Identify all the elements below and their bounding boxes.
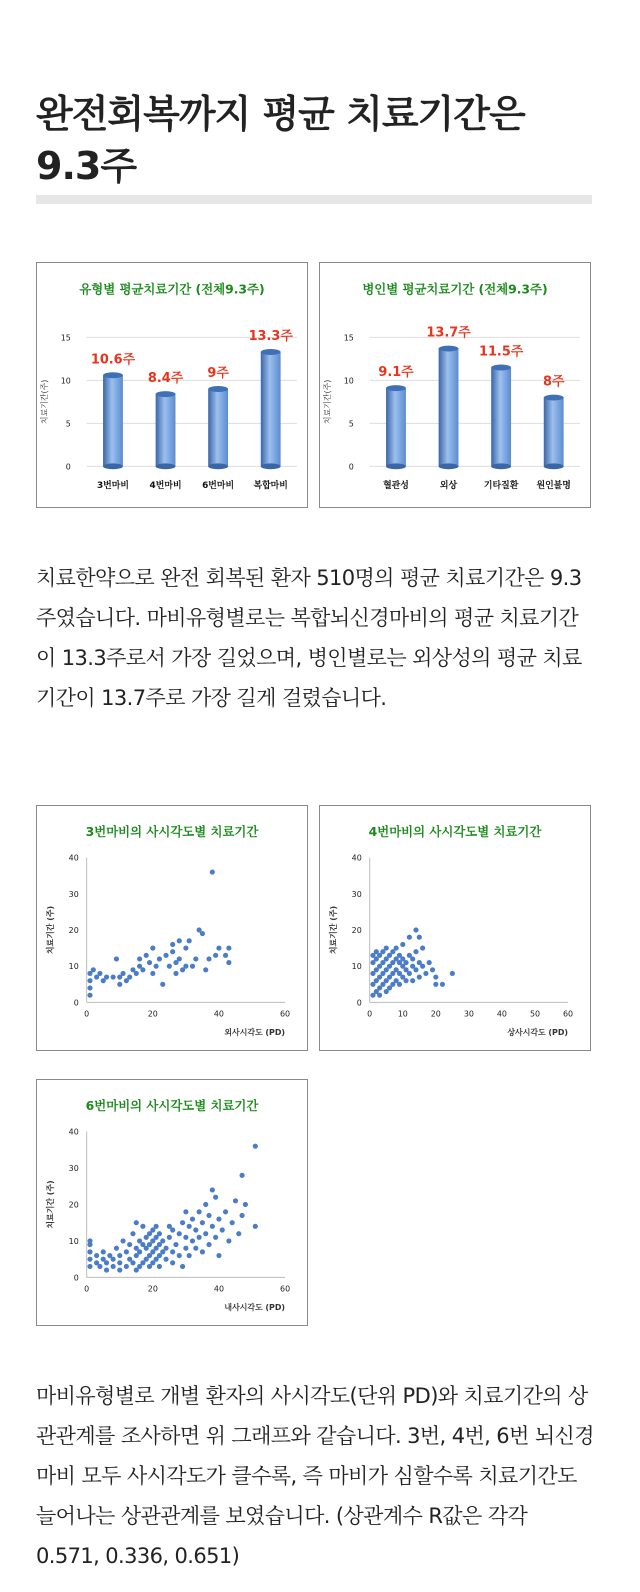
- scatter-point: [206, 1213, 211, 1218]
- scatter-point: [190, 964, 195, 969]
- x-tick-label: 20: [147, 1284, 158, 1294]
- scatter-point: [187, 938, 192, 943]
- category-label: 원인불명: [536, 481, 571, 492]
- scatter-point: [183, 1235, 188, 1240]
- bar-chart-by-type: [36, 262, 308, 508]
- scatter-point: [157, 1231, 162, 1236]
- scatter-point: [167, 964, 172, 969]
- scatter-point: [423, 971, 428, 976]
- scatter-point: [213, 1235, 218, 1240]
- y-tick-label: 40: [351, 853, 362, 863]
- scatter-point: [213, 1195, 218, 1200]
- bar-base: [491, 463, 511, 469]
- x-tick-label: 50: [529, 1009, 541, 1019]
- scatter-point: [177, 1253, 182, 1258]
- data-label: 8.4주: [147, 371, 184, 387]
- bar-base: [156, 463, 176, 469]
- x-tick-label: 60: [563, 1009, 574, 1019]
- scatter-point: [200, 1220, 205, 1225]
- bar-cap: [156, 391, 176, 397]
- data-label: 9.1주: [378, 365, 414, 381]
- scatter-point: [104, 1268, 109, 1273]
- scatter-point: [407, 971, 412, 976]
- x-tick-label: 0: [367, 1009, 373, 1019]
- scatter-point: [193, 1227, 198, 1232]
- scatter-point: [206, 956, 211, 961]
- chart-title: 6번마비의 사시각도별 치료기간: [85, 1097, 259, 1113]
- scatter-point: [180, 1220, 185, 1225]
- scatter-point: [410, 956, 415, 961]
- y-tick-label: 20: [68, 925, 79, 935]
- scatter-point: [154, 964, 159, 969]
- scatter-point: [197, 1209, 202, 1214]
- scatter-point: [91, 967, 96, 972]
- scatter-point: [134, 1220, 139, 1225]
- scatter-point: [190, 1216, 195, 1221]
- scatter-point: [210, 1187, 215, 1192]
- y-tick-label: 0: [73, 1273, 79, 1283]
- scatter-point: [87, 993, 92, 998]
- scatter-point: [403, 960, 408, 965]
- y-tick-label: 0: [356, 998, 362, 1008]
- scatter-point: [210, 1224, 215, 1229]
- category-label: 혈관성: [383, 481, 409, 492]
- scatter-point: [101, 1249, 106, 1254]
- paragraph-summary: 치료한약으로 완전 회복된 환자 510명의 평균 치료기간은 9.3주였습니다. 마비유형별로는 복합뇌신경마비의 평균 치료기간이 13.3주로서 가장 길었으며, 병인별로는 외상성의 평균 치료기간이 13.7주로 가장 길게 걸렸습니다.: [36, 566, 582, 710]
- scatter-point: [160, 1238, 165, 1243]
- scatter-point: [216, 946, 221, 951]
- scatter-point: [226, 1238, 231, 1243]
- y-tick-label: 30: [68, 889, 79, 899]
- scatter-point: [213, 953, 218, 958]
- scatter-point: [87, 985, 92, 990]
- scatter-point: [87, 1238, 92, 1243]
- scatter-point: [216, 1253, 221, 1258]
- scatter-point: [183, 1209, 188, 1214]
- chart-title: 병인별 평균치료기간 (전체9.3주): [362, 281, 548, 297]
- y-tick-label: 10: [343, 376, 354, 386]
- y-tick-label: 10: [68, 962, 79, 972]
- scatter-point: [87, 1257, 92, 1262]
- scatter-point: [413, 967, 418, 972]
- scatter-point: [253, 1144, 258, 1149]
- bar: [491, 367, 511, 466]
- scatter-point: [180, 1264, 185, 1269]
- scatter-point: [410, 978, 415, 983]
- scatter-point: [400, 942, 405, 947]
- x-axis-label: 내사시각도 (PD): [224, 1303, 286, 1313]
- scatter-point: [197, 1235, 202, 1240]
- scatter-point: [87, 978, 92, 983]
- chart-title: 3번마비의 사시각도별 치료기간: [85, 823, 259, 839]
- scatter-point: [170, 949, 175, 954]
- scatter-chart-cn3: [36, 805, 308, 1051]
- scatter-point: [417, 935, 422, 940]
- y-tick-label: 0: [348, 462, 354, 472]
- scatter-point: [187, 1224, 192, 1229]
- scatter-point: [87, 1264, 92, 1269]
- scatter-point: [124, 1249, 129, 1254]
- y-tick-label: 40: [68, 853, 79, 863]
- scatter-point: [170, 1227, 175, 1232]
- scatter-point: [203, 967, 208, 972]
- scatter-point: [403, 978, 408, 983]
- scatter-point: [150, 946, 155, 951]
- scatter-point: [97, 1264, 102, 1269]
- scatter-chart-cn6: [36, 1079, 308, 1326]
- x-tick-label: 10: [397, 1009, 408, 1019]
- bar-base: [261, 463, 281, 469]
- data-label: 8주: [542, 374, 565, 390]
- scatter-point: [190, 1238, 195, 1243]
- data-label: 13.7주: [426, 325, 471, 341]
- bar: [544, 398, 564, 467]
- x-tick-label: 60: [280, 1284, 291, 1294]
- scatter-point: [240, 1173, 245, 1178]
- x-tick-label: 0: [84, 1284, 90, 1294]
- scatter-chart-cn4-svg: [320, 806, 590, 1050]
- scatter-point: [177, 1231, 182, 1236]
- y-tick-label: 5: [348, 419, 354, 429]
- scatter-point: [203, 1202, 208, 1207]
- chart-title: 4번마비의 사시각도별 치료기간: [368, 823, 542, 839]
- y-axis-label: 치료기간(주): [323, 379, 333, 425]
- y-tick-label: 20: [68, 1200, 79, 1210]
- category-label: 복합마비: [253, 481, 288, 492]
- scatter-point: [157, 956, 162, 961]
- scatter-point: [173, 971, 178, 976]
- scatter-point: [170, 1249, 175, 1254]
- scatter-point: [130, 1260, 135, 1265]
- scatter-point: [167, 1235, 172, 1240]
- scatter-point: [134, 971, 139, 976]
- y-axis-label: 치료기간(주): [40, 379, 50, 425]
- scatter-point: [183, 964, 188, 969]
- scatter-point: [117, 982, 122, 987]
- scatter-point: [183, 946, 188, 951]
- category-label: 기타질환: [483, 481, 519, 492]
- scatter-point: [94, 1253, 99, 1258]
- x-tick-label: 20: [430, 1009, 441, 1019]
- bar: [156, 394, 176, 466]
- scatter-point: [120, 1238, 125, 1243]
- scatter-point: [427, 960, 432, 965]
- bar-base: [208, 463, 228, 469]
- scatter-point: [200, 1249, 205, 1254]
- bar-chart-by-cause: [319, 262, 591, 508]
- scatter-point: [253, 1224, 258, 1229]
- scatter-point: [127, 1242, 132, 1247]
- y-tick-label: 10: [351, 962, 362, 972]
- scatter-chart-cn3-svg: [37, 806, 307, 1050]
- scatter-point: [193, 1246, 198, 1251]
- scatter-point: [407, 935, 412, 940]
- bar: [208, 389, 228, 466]
- category-label: 3번마비: [96, 481, 129, 492]
- scatter-point: [420, 946, 425, 951]
- scatter-point: [117, 1260, 122, 1265]
- y-axis-label: 치료기간 (주): [45, 1180, 55, 1229]
- scatter-point: [144, 953, 149, 958]
- scatter-point: [157, 1264, 162, 1269]
- scatter-point: [117, 1268, 122, 1273]
- category-label: 외상: [439, 481, 458, 492]
- scatter-point: [193, 956, 198, 961]
- bar-chart-by-cause-svg: [320, 263, 590, 507]
- y-tick-label: 10: [60, 376, 71, 386]
- y-tick-label: 5: [65, 419, 71, 429]
- x-tick-label: 40: [213, 1009, 224, 1019]
- scatter-point: [114, 956, 119, 961]
- scatter-point: [183, 1246, 188, 1251]
- scatter-point: [433, 974, 438, 979]
- scatter-chart-cn4: [319, 805, 591, 1051]
- bar-base: [386, 463, 406, 469]
- scatter-chart-cn6-svg: [37, 1080, 307, 1325]
- category-label: 6번마비: [202, 481, 235, 492]
- scatter-point: [111, 1264, 116, 1269]
- y-tick-label: 40: [68, 1127, 79, 1137]
- scatter-point: [147, 960, 152, 965]
- scatter-point: [216, 1216, 221, 1221]
- paragraph-correlation: 마비유형별로 개별 환자의 사시각도(단위 PD)와 치료기간의 상관관계를 조사하면 위 그래프와 같습니다. 3번, 4번, 6번 뇌신경마비 모두 사시각도가 클수록, 즉 마비가 심할수록 치료기간도 늘어나는 상관관계를 보였습니다. (상관계수 R값은 각각 0.571, 0.336, 0.651): [36, 1384, 594, 1568]
- scatter-point: [220, 1227, 225, 1232]
- x-tick-label: 40: [213, 1284, 224, 1294]
- scatter-point: [117, 1253, 122, 1258]
- scatter-point: [397, 982, 402, 987]
- y-tick-label: 20: [351, 925, 362, 935]
- x-tick-label: 0: [84, 1009, 90, 1019]
- scatter-point: [226, 946, 231, 951]
- x-axis-label: 외사시각도 (PD): [224, 1028, 286, 1038]
- scatter-point: [114, 1246, 119, 1251]
- scatter-point: [87, 1249, 92, 1254]
- scatter-point: [187, 1253, 192, 1258]
- x-tick-label: 40: [496, 1009, 507, 1019]
- scatter-point: [111, 1257, 116, 1262]
- bar-cap: [261, 349, 281, 355]
- scatter-point: [226, 960, 231, 965]
- scatter-point: [230, 1220, 235, 1225]
- scatter-point: [206, 1242, 211, 1247]
- scatter-point: [173, 1242, 178, 1247]
- scatter-point: [394, 946, 399, 951]
- scatter-point: [170, 1260, 175, 1265]
- chart-title: 유형별 평균치료기간 (전체9.3주): [79, 281, 265, 297]
- x-axis-label: 상사시각도 (PD): [507, 1028, 569, 1038]
- scatter-point: [240, 1213, 245, 1218]
- x-tick-label: 20: [147, 1009, 158, 1019]
- scatter-point: [243, 1202, 248, 1207]
- scatter-point: [127, 974, 132, 979]
- y-axis-label: 치료기간 (주): [45, 905, 55, 955]
- scatter-point: [413, 927, 418, 932]
- bar: [386, 388, 406, 466]
- y-tick-label: 0: [65, 462, 71, 472]
- scatter-point: [140, 967, 145, 972]
- scatter-point: [97, 971, 102, 976]
- scatter-point: [137, 956, 142, 961]
- scatter-point: [104, 974, 109, 979]
- category-label: 4번마비: [149, 481, 182, 492]
- scatter-point: [120, 971, 125, 976]
- scatter-point: [130, 1231, 135, 1236]
- bar: [261, 352, 281, 466]
- scatter-point: [137, 1249, 142, 1254]
- scatter-point: [440, 982, 445, 987]
- scatter-point: [177, 938, 182, 943]
- bar-base: [544, 463, 564, 469]
- scatter-point: [450, 971, 455, 976]
- data-label: 9주: [207, 366, 229, 382]
- title-divider: [36, 195, 592, 204]
- bar-cap: [386, 385, 406, 391]
- scatter-point: [124, 1264, 129, 1269]
- scatter-point: [413, 949, 418, 954]
- scatter-point: [223, 1209, 228, 1214]
- y-tick-label: 15: [343, 333, 354, 343]
- scatter-point: [104, 1260, 109, 1265]
- y-tick-label: 30: [351, 889, 362, 899]
- scatter-point: [111, 974, 116, 979]
- scatter-point: [377, 993, 382, 998]
- scatter-point: [210, 869, 215, 874]
- y-tick-label: 0: [73, 998, 79, 1008]
- y-axis-label: 치료기간 (주): [328, 905, 338, 955]
- scatter-point: [150, 971, 155, 976]
- bar-cap: [439, 346, 459, 352]
- scatter-point: [223, 953, 228, 958]
- y-tick-label: 10: [68, 1236, 79, 1246]
- scatter-point: [236, 1231, 241, 1236]
- scatter-point: [417, 974, 422, 979]
- page-title: [36, 88, 596, 192]
- bar: [103, 375, 123, 466]
- data-label: 10.6주: [90, 352, 136, 368]
- bar-cap: [103, 372, 123, 378]
- bar-base: [103, 463, 123, 469]
- x-tick-label: 30: [463, 1009, 474, 1019]
- bar-chart-by-type-svg: [37, 263, 307, 507]
- bar-cap: [208, 386, 228, 392]
- scatter-point: [203, 1231, 208, 1236]
- scatter-point: [433, 982, 438, 987]
- data-label: 11.5주: [479, 344, 524, 360]
- title-line-1: 완전회복까지 평균 치료기간은: [36, 92, 525, 136]
- bar-cap: [544, 395, 564, 401]
- scatter-point: [200, 931, 205, 936]
- x-tick-label: 60: [280, 1009, 291, 1019]
- scatter-point: [140, 1224, 145, 1229]
- scatter-point: [177, 956, 182, 961]
- scatter-point: [430, 967, 435, 972]
- bar-cap: [491, 365, 511, 371]
- scatter-point: [163, 1246, 168, 1251]
- scatter-point: [170, 942, 175, 947]
- scatter-point: [160, 982, 165, 987]
- y-tick-label: 15: [60, 333, 71, 343]
- bar-base: [439, 463, 459, 469]
- bar: [439, 349, 459, 467]
- scatter-point: [233, 1198, 238, 1203]
- scatter-point: [384, 946, 389, 951]
- title-line-2: 9.3주: [36, 144, 137, 188]
- scatter-point: [163, 953, 168, 958]
- data-label: 13.3주: [248, 329, 293, 345]
- y-tick-label: 30: [68, 1164, 79, 1174]
- scatter-point: [154, 1224, 159, 1229]
- scatter-point: [420, 964, 425, 969]
- scatter-point: [163, 1257, 168, 1262]
